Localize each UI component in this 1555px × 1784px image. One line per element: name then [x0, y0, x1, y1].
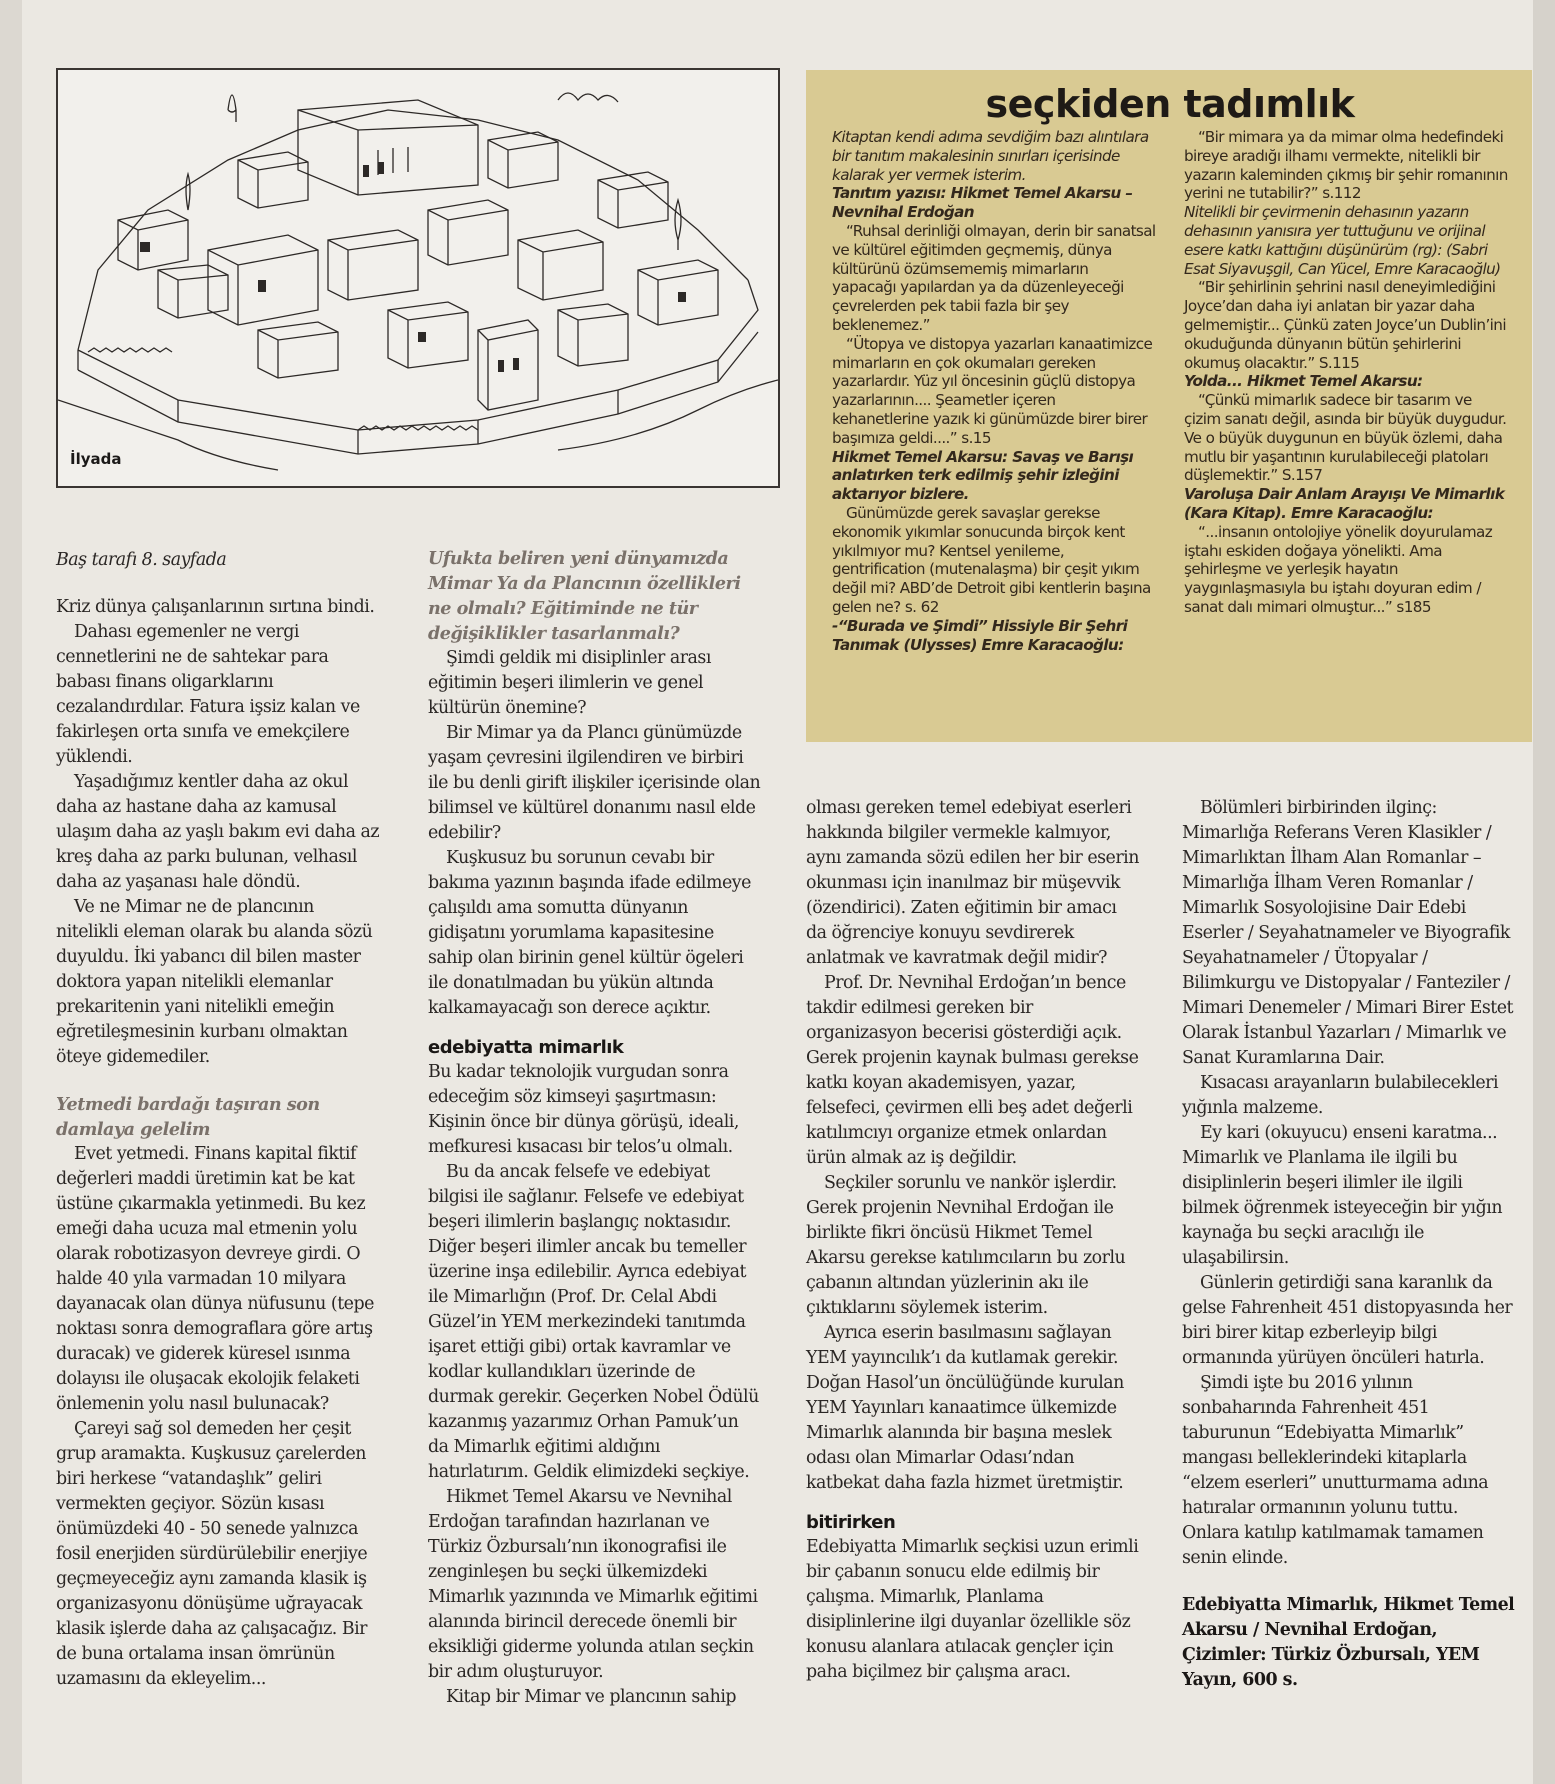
excerpt-paragraph: “Bir mimara ya da mimar olma hedefindeki bireye aradığı ilhamı vermekte, nitelikli bir yazarın kaleminden çıkmış bir şehir romanının yerini ne tutabilir?” s.112 — [1184, 128, 1508, 203]
book-credit: Edebiyatta Mimarlık, Hikmet Temel Akarsu / Nevnihal Erdoğan, Çizimler: Türkiz Özbursalı, YEM Yayın, 600 s. — [1182, 1595, 1515, 1690]
excerpt-box — [806, 70, 1532, 742]
excerpt-columns — [832, 128, 1508, 654]
paragraph: Bu da ancak felsefe ve edebiyat bilgisi ile sağlanır. Felsefe ve edebiyat beşeri ilimlerin başlangıç noktasıdır. Diğer beşeri ilimler ancak bu temeller üzerine inşa edilebilir. Ayrıca edebiyat ile Mimarlığın (Prof. Dr. Celal Abdi Güzel’in YEM merkezindeki tanıtımda işaret ettiği gibi) ortak kavramlar ve kodlar kullandıkları üzerinde de durmak gerekir. Geçerken Nobel Ödülü kazanmış yazarımız Orhan Pamuk’un da Mimarlık eğitimi aldığını hatırlatırım. Geldik elimizdeki seçkiye. — [428, 1162, 759, 1482]
paragraph: Kriz dünya çalışanlarının sırtına bindi. — [56, 597, 375, 617]
paragraph: Ve ne Mimar ne de plancının nitelikli eleman olarak bu alanda sözü duyuldu. İki yabancı dil bilen master doktora yapan nitelikli elemanlar prekaritenin yani nitelikli emeğin eğretileşmesinin kurbanı olmaktan öteye gidemediler. — [56, 897, 373, 1067]
paragraph: Hikmet Temel Akarsu ve Nevnihal Erdoğan tarafından hazırlanan ve Türkiz Özbursalı’nın ikonografisi ile zenginleşen bu seçki ülkemizdeki Mimarlık yazınında ve Mimarlık eğitimi alanında birincil derecede önemli bir eksikliği giderme yolunda atılan seçkin bir adım oluşturuyor. — [428, 1487, 758, 1682]
paragraph: Kitap bir Mimar ve plancının sahip — [446, 1687, 737, 1707]
continuation-note: Baş tarafı 8. sayfada — [56, 550, 227, 570]
excerpt-paragraph: “Ütopya ve distopya yazarları kanaatimizce mimarların en çok okumaları gereken yazarlardır. Yüz yıl öncesinin güçlü distopya yazarlarının.... Şeametler içeren kehanetlerine yazık ki günümüzde birer birer başımıza geldi....” s.15 — [832, 334, 1153, 447]
citadel-drawing — [58, 70, 778, 486]
article-column-4 — [1182, 796, 1518, 1693]
subheading: Ufukta beliren yeni dünyamızda Mimar Ya da Plancının özellikleri ne olmalı? Eğitiminde ne tür değişiklikler tasarlanmalı? — [428, 548, 741, 644]
paragraph: Prof. Dr. Nevnihal Erdoğan’ın bence takdir edilmesi gereken bir organizasyon becerisi gösterdiği açık. Gerek projenin kaynak bulması gerekse katkı koyan akademisyen, yazar, felsefeci, çevirmen elli beş adet değerli katılımcıyı organize etmek onlardan ürün almak az iş değildir. — [806, 973, 1139, 1168]
excerpt-column-left — [832, 128, 1156, 654]
scan-edge-right — [1533, 0, 1555, 1784]
excerpt-paragraph: “Çünkü mimarlık sadece bir tasarım ve çizim sanatı değil, asında bir büyük duygudur. Ve o büyük duygunun en büyük özlemi, daha mutlu bir yaşantının kurulabileceği platoları düşlemektir.” S.157 — [1184, 391, 1507, 485]
article-column-3 — [806, 796, 1140, 1685]
excerpt-paragraph: Tanıtım yazısı: Hikmet Temel Akarsu – Nevnihal Erdoğan — [832, 184, 1133, 222]
paragraph: Seçkiler sorunlu ve nankör işlerdir. Gerek projenin Nevnihal Erdoğan ile birlikte fikri öncüsü Hikmet Temel Akarsu gerekse katılımcıların bu zorlu çabanın altından yüzlerinin akı ile çıktıklarını söylemek isterim. — [806, 1173, 1126, 1318]
paragraph: Yaşadığımız kentler daha az okul daha az hastane daha az kamusal ulaşım daha az yaşlı bakım evi daha az kreş daha az parkı bulunan, velhasıl daha az yaşanası hale döndü. — [56, 772, 380, 892]
article-column-2 — [428, 546, 762, 1710]
excerpt-box-title: seçkiden tadımlık — [985, 82, 1355, 126]
excerpt-paragraph: Nitelikli bir çevirmenin dehasının yazarın dehasının yanısıra yer tuttuğunu ve orijinal esere katkı kattığını düşünürüm (rg): (Sabri Esat Siyavuşgil, Can Yücel, Emre Karacaoğlu) — [1184, 203, 1501, 278]
excerpt-column-right — [1184, 128, 1508, 654]
excerpt-paragraph: Günümüzde gerek savaşlar gerekse ekonomik yıkımlar sonucunda birçok kent yıkılmıyor mu? Kentsel yenileme, gentrification (mutenalaşma) bir çeşit yıkım değil mi? ABD’de Detroit gibi kentlerin başına gelen ne? s. 62 — [832, 503, 1151, 616]
paragraph: Günlerin getirdiği sana karanlık da gelse Fahrenheit 451 distopyasında her biri birer kitap ezberleyip bilgi ormanında yürüyen öncüleri hatırla. — [1182, 1273, 1513, 1368]
paragraph: Şimdi işte bu 2016 yılının sonbaharında Fahrenheit 451 taburunun “Edebiyatta Mimarlık” mangası belleklerindeki kitaplarla “elzem eserleri” unutturmama adına hatıralar ormanının yolunu tuttu. Onlara katılıp katılmamak tamamen senin elinde. — [1182, 1373, 1489, 1568]
excerpt-paragraph: Yolda... Hikmet Temel Akarsu: — [1184, 372, 1423, 391]
paragraph: Çareyi sağ sol demeden her çeşit grup aramakta. Kuşkusuz çarelerden biri herkese “vatandaşlık” geliri vermekten geçiyor. Sözün kısası önümüzdeki 40 - 50 senede yalnızca fosil enerjiden sürdürülebilir enerjiye geçmeyeceğiz aynı zamanda klasik iş organizasyonu dönüşüme uğrayacak klasik işlerde daha az çalışacağız. Bir de buna ortalama insan ömrünün uzamasını da ekleyelim... — [56, 1419, 368, 1689]
paragraph: Kuşkusuz bu sorunun cevabı bir bakıma yazının başında ifade edilmeye çalışıldı ama somutta dünyanın gidişatını yorumlama kapasitesine sahip olan birinin genel kültür ögeleri ile donatılmadan bu yükün altında kalkamayacağı son derece açıktır. — [428, 848, 751, 1018]
subheading: Yetmedi bardağı taşıran son damlaya gelelim — [56, 1094, 320, 1140]
paragraph: Bir Mimar ya da Plancı günümüzde yaşam çevresini ilgilendiren ve birbiri ile bu denli girift ilişkiler içerisinde olan bilimsel ve kültürel donanımı nasıl elde edebilir? — [428, 723, 761, 843]
scan-edge-left — [0, 0, 22, 1784]
paragraph: Şimdi geldik mi disiplinler arası eğitimin beşeri ilimlerin ve genel kültürün önemine? — [428, 648, 711, 718]
excerpt-paragraph: “...insanın ontolojiye yönelik doyurulamaz iştahı eskiden doğaya yönelikti. Ama şehirleşme ve yerleşik hayatın yaygınlaşmasıyla bu iştahı doyuran edim / sanat dalı mimari olmuştur...” s185 — [1184, 522, 1493, 616]
excerpt-paragraph: -“Burada ve Şimdi” Hissiyle Bir Şehri Tanımak (Ulysses) Emre Karacaoğlu: — [832, 616, 1128, 654]
figure-caption: İlyada — [70, 450, 122, 468]
excerpt-paragraph: Kitaptan kendi adıma sevdiğim bazı alıntılara bir tanıtım makalesinin sınırları içerisinde kalarak yer vermek isterim. — [832, 128, 1149, 184]
excerpt-paragraph: “Bir şehirlinin şehrini nasıl deneyimlediğini Joyce’dan daha iyi anlatan bir yazar daha gelmemiştir... Çünkü zaten Joyce’un Dublin’ini okuduğunda dünyanın bütün şehirlerini okumuş olacaktır.” S.115 — [1184, 278, 1506, 372]
article-column-1 — [56, 548, 380, 1692]
paragraph: Bölümleri birbirinden ilginç: Mimarlığa Referans Veren Klasikler / Mimarlıktan İlham Alan Romanlar – Mimarlığa İlham Veren Romanlar / Mimarlık Sosyolojisine Dair Edebi Eserler / Seyahatnameler ve Biyografik Seyahatnameler / Ütopyalar / Bilimkurgu ve Distopyalar / Fanteziler / Mimari Denemeler / Mimari Birer Estet Olarak İstanbul Yazarları / Mimarlık ve Sanat Kuramlarına Dair. — [1182, 798, 1514, 1068]
excerpt-paragraph: Varoluşa Dair Anlam Arayışı Ve Mimarlık (Kara Kitap). Emre Karacaoğlu: — [1184, 485, 1505, 522]
paragraph: Ey kari (okuyucu) enseni karatma... Mimarlık ve Planlama ile ilgili bu disiplinlerin beşeri ilimler ile ilgili bilmek öğrenmek isteyeceğin bir yığın kaynağa bu seçki aracılığı ile ulaşabilirsin. — [1182, 1123, 1503, 1268]
excerpt-paragraph: “Ruhsal derinliği olmayan, derin bir sanatsal ve kültürel eğitimden geçmemiş, dünya kültürünü özümsememiş mimarların yapacağı yapılardan ya da düzenleyeceği çevrelerden pek tabii fazla bir şey beklenemez.” — [832, 221, 1156, 334]
section-heading: edebiyatta mimarlık — [428, 1037, 624, 1058]
paragraph: Ayrıca eserin basılmasını sağlayan YEM yayıncılık’ı da kutlamak gerekir. Doğan Hasol’un öncülüğünde kurulan YEM Yayınları kanaatimce ülkemizde Mimarlık alanında bir başına meslek odası olan Mimarlar Odası’ndan katbekat daha fazla hizmet üretmiştir. — [806, 1323, 1124, 1493]
excerpt-paragraph: Hikmet Temel Akarsu: Savaş ve Barışı anlatırken terk edilmiş şehir izleğini aktarıyor bizlere. — [832, 447, 1134, 504]
paragraph: olması gereken temel edebiyat eserleri hakkında bilgiler vermekle kalmıyor, aynı zamanda sözü edilen her bir eserin okunması için inanılmaz bir müşevvik (özendirici). Zaten eğitimin bir amacı da öğrenciye konuyu sevdirerek anlatmak ve kavratmak değil midir? — [806, 798, 1139, 968]
citadel-illustration — [56, 68, 780, 488]
section-heading: bitirirken — [806, 1512, 896, 1533]
paragraph: Dahası egemenler ne vergi cennetlerini ne de sahtekar para babası finans oligarklarını cezalandırdılar. Fatura işsiz kalan ve fakirleşen orta sınıfa ve emekçilere yüklendi. — [56, 622, 360, 767]
paragraph: Kısacası arayanların bulabilecekleri yığınla malzeme. — [1182, 1073, 1499, 1118]
paragraph: Evet yetmedi. Finans kapital fiktif değerleri maddi üretimin kat be kat üstüne çıkarmakla yetinmedi. Bu kez emeği daha ucuza mal etmenin yolu olarak robotizasyon devreye girdi. O halde 40 yıla varmadan 10 milyara dayanacak olan dünya nüfusunu (tepe noktası sonra demograflara göre artış duracak) ve giderek küresel ısınma dolayısı ile oluşacak ekolojik felaketi önlemenin yolu nasıl bulunacak? — [56, 1144, 374, 1414]
paragraph: Edebiyatta Mimarlık seçkisi uzun erimli bir çabanın sonucu elde edilmiş bir çalışma. Mimarlık, Planlama disiplinlerine ilgi duyanlar özellikle söz konusu alanlara atılacak gençler için paha biçilmez bir çalışma aracı. — [806, 1537, 1139, 1682]
paragraph: Bu kadar teknolojik vurgudan sonra edeceğim söz kimseyi şaşırtmasın: Kişinin önce bir dünya görüşü, ideali, mefkuresi kısacası bir telos’u olmalı. — [428, 1062, 739, 1157]
